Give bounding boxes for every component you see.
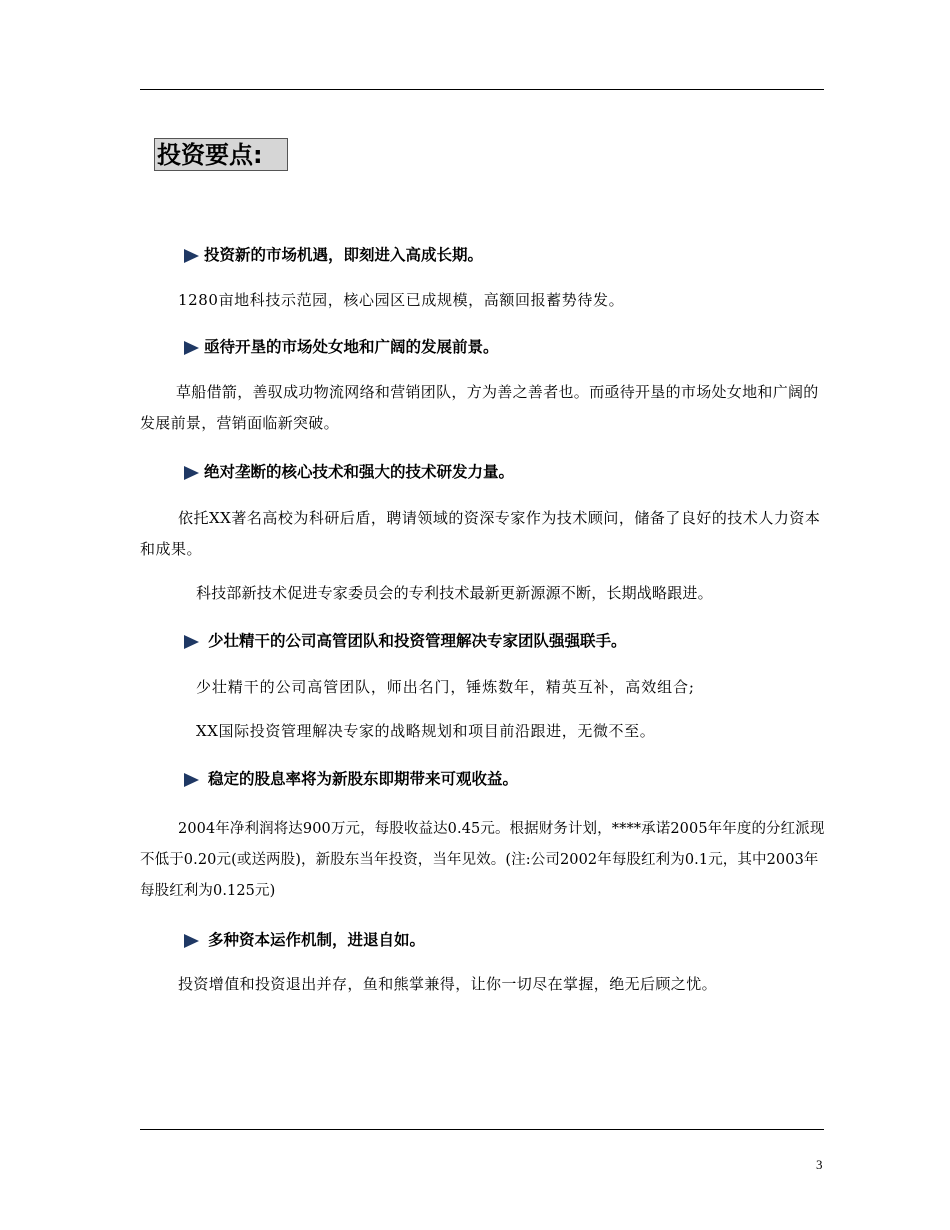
heading-text: 多种资本运作机制，进退自如。 — [208, 931, 426, 949]
paragraph: 草船借箭，善驭成功物流网络和营销团队，方为善之善者也。而亟待开垦的市场处女地和广阔的发展前景，营销面临新突破。 — [140, 383, 819, 432]
heading-text: 稳定的股息率将为新股东即期带来可观收益。 — [208, 770, 519, 788]
section-title: 投资要点: — [154, 138, 288, 171]
point-heading-1 — [184, 244, 483, 266]
heading-text: 绝对垄断的核心技术和强大的技术研发力量。 — [204, 463, 515, 481]
arrow-bullet-icon — [184, 934, 199, 948]
paragraph: 投资增值和投资退出并存，鱼和熊掌兼得，让你一切尽在掌握，绝无后顾之忧。 — [178, 975, 718, 993]
point-heading-6 — [184, 929, 425, 951]
arrow-bullet-icon — [184, 466, 199, 480]
paragraph: 依托XX著名高校为科研后盾，聘请领域的资深专家作为技术顾问，储备了良好的技术人力资本和成果。 — [140, 509, 821, 558]
heading-text: 少壮精干的公司高管团队和投资管理解决专家团队强强联手。 — [208, 632, 627, 650]
paragraph: 2004年净利润将达900万元，每股收益达0.45元。根据财务计划，****承诺2005年年度的分红派现不低于0.20元(或送两股)，新股东当年投资，当年见效。(注:公司2002年每股红利为0.1元，其中2003年每股红利为0.125元) — [140, 821, 825, 899]
arrow-bullet-icon — [184, 249, 199, 263]
header-rule — [140, 89, 824, 90]
arrow-bullet-icon — [184, 635, 199, 649]
point-heading-3 — [184, 461, 514, 483]
arrow-bullet-icon — [184, 341, 199, 355]
point-heading-2 — [184, 336, 499, 358]
paragraph: XX国际投资管理解决专家的战略规划和项目前沿跟进，无微不至。 — [196, 722, 656, 740]
footer-rule — [140, 1129, 824, 1130]
page-number: 3 — [816, 1157, 823, 1172]
heading-text: 投资新的市场机遇，即刻进入高成长期。 — [204, 246, 484, 264]
paragraph: 少壮精干的公司高管团队，师出名门，锤炼数年，精英互补，高效组合; — [196, 678, 695, 696]
arrow-bullet-icon — [184, 773, 199, 787]
point-heading-5 — [184, 768, 518, 790]
heading-text: 亟待开垦的市场处女地和广阔的发展前景。 — [204, 338, 499, 356]
paragraph: 科技部新技术促进专家委员会的专利技术最新更新源源不断，长期战略跟进。 — [196, 584, 713, 602]
point-heading-4 — [184, 630, 627, 652]
paragraph: 1280亩地科技示范园，核心园区已成规模，高额回报蓄势待发。 — [178, 291, 625, 309]
